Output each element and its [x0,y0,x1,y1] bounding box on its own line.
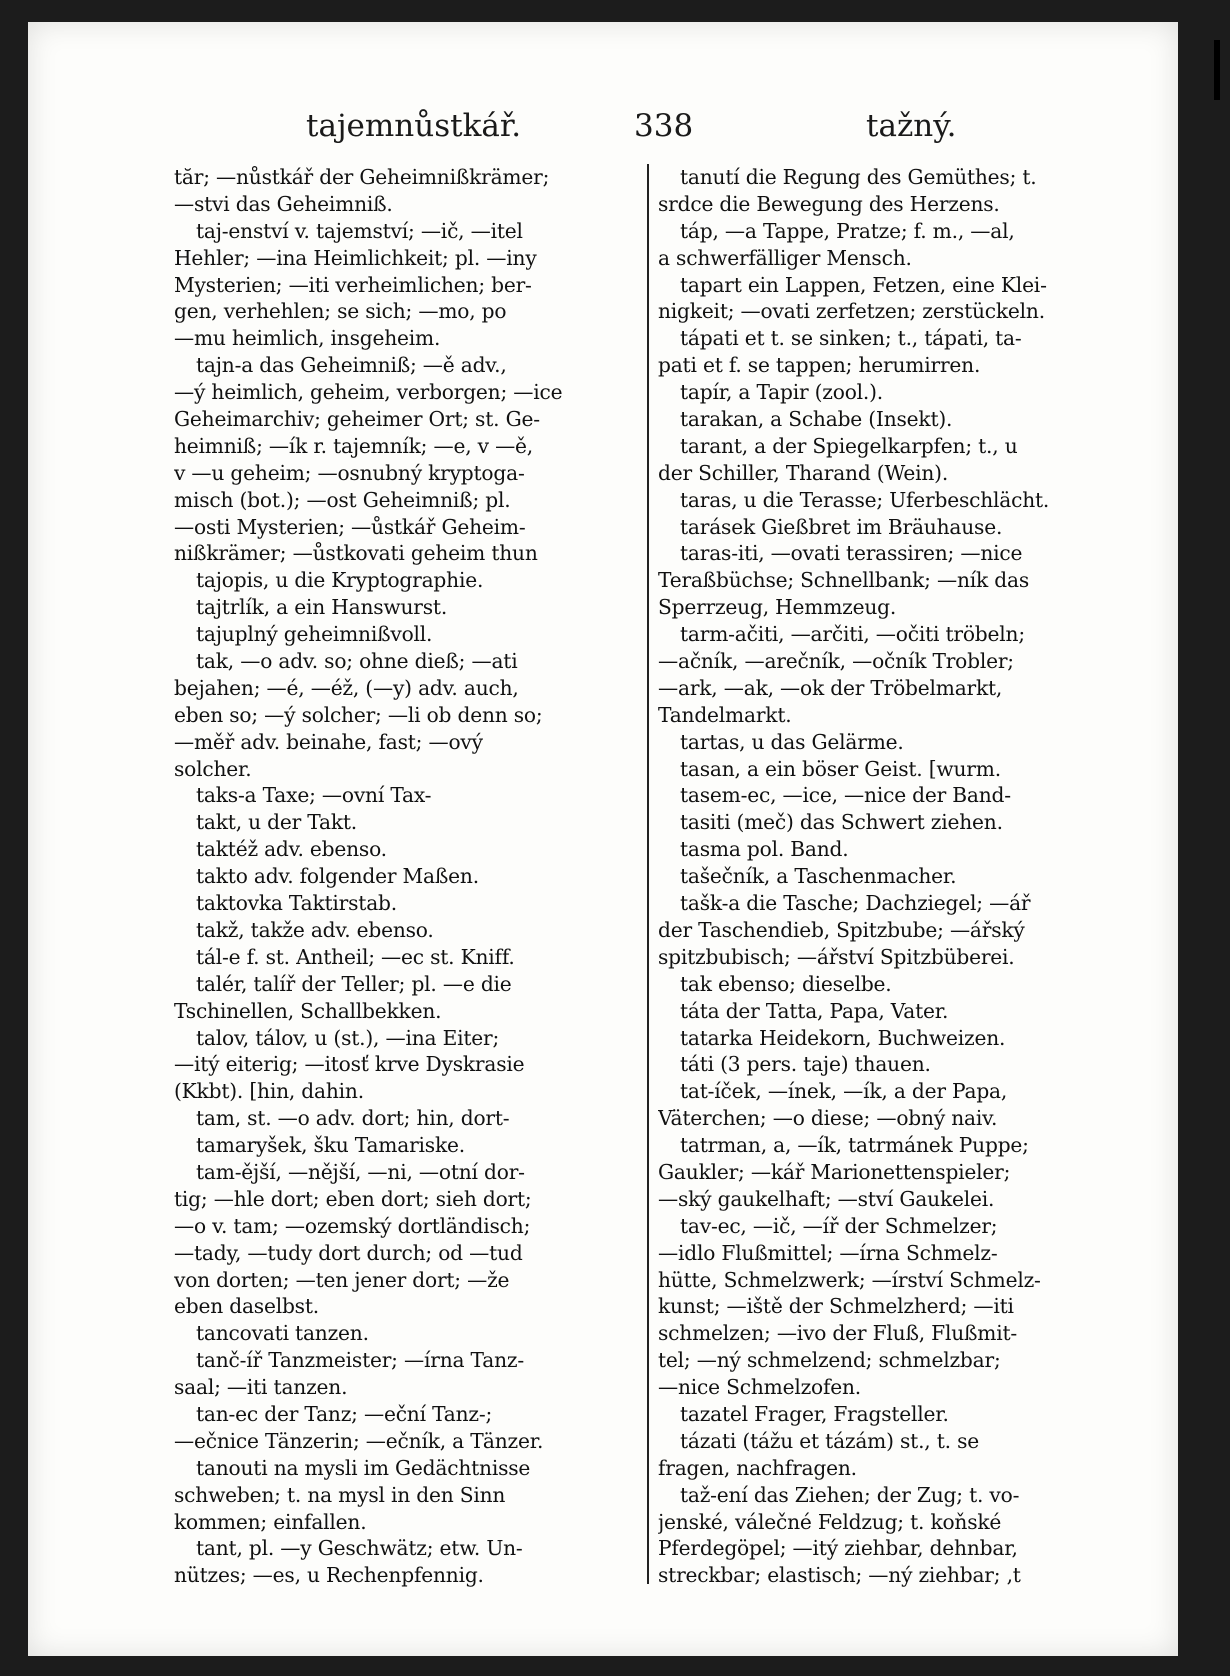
entry-line: Sperrzeug, Hemmzeug. [658,595,897,620]
entry-line: kunst; —iště der Schmelzherd; —iti [658,1294,1014,1319]
entry-line: tasem-ec, —ice, —nice der Band- [680,783,1011,808]
entry-line: (Kkbt). [hin, dahin. [174,1079,364,1104]
entry-line: tazatel Frager, Fragsteller. [680,1401,949,1426]
entry-line: solcher. [174,756,252,781]
entry-line: Pferdegöpel; —itý ziehbar, dehnbar, [658,1536,1018,1561]
entry-line: tanutí die Regung des Gemüthes; t. [680,165,1037,189]
entry-line: tak ebenso; dieselbe. [680,971,892,996]
entry-line: von dorten; —ten jener dort; —že [174,1267,510,1292]
entry-line: Mysterien; —iti verheimlichen; ber- [174,272,532,297]
entry-line: tasan, a ein böser Geist. [wurm. [680,756,1001,781]
entry-line: tarakan, a Schabe (Insekt). [680,407,953,432]
entry-line: —itý eiterig; —itosť krve Dyskrasie [174,1052,525,1077]
entry-line: tasiti (meč) das Schwert ziehen. [680,810,1003,835]
entry-line: takto adv. folgender Maßen. [196,864,479,889]
entry-line: tam, st. —o adv. dort; hin, dort- [196,1106,510,1131]
entry-line: taks-a Taxe; —ovní Tax- [196,783,432,808]
entry-line: talov, tálov, u (st.), —ina Eiter; [196,1025,500,1050]
entry-line: tanouti na mysli im Gedächtnisse [196,1455,531,1480]
entry-line: tajopis, u die Kryptographie. [196,568,484,593]
entry-line: taž-ení das Ziehen; der Zug; t. vo- [680,1482,1020,1507]
entry-line: tanč-íř Tanzmeister; —írna Tanz- [196,1348,524,1373]
entry-line: hütte, Schmelzwerk; —írství Schmelz- [658,1267,1041,1292]
entry-line: takž, takže adv. ebenso. [196,917,434,942]
page-header [28,108,1178,158]
entry-line: talér, talíř der Teller; pl. —e die [196,971,512,996]
entry-line: nißkrämer; —ůstkovati geheim thun [174,541,538,566]
entry-line: pati et f. se tappen; herumirren. [658,353,981,378]
entry-line: táta der Tatta, Papa, Vater. [680,998,949,1023]
entry-line: saal; —iti tanzen. [174,1375,348,1400]
entry-line: taj-enství v. tajemství; —ič, —itel [196,218,523,243]
entry-line: nützes; —es, u Rechenpfennig. [174,1563,484,1588]
entry-line: —idlo Flußmittel; —írna Schmelz- [658,1240,998,1265]
entry-line: —ý heimlich, geheim, verborgen; —ice [174,380,563,405]
entry-line: —ečnice Tänzerin; —ečník, a Tänzer. [174,1428,544,1453]
entry-line: —ark, —ak, —ok der Tröbelmarkt, [658,675,1003,700]
header-right-word: tažný. [866,108,957,144]
entry-line: tancovati tanzen. [196,1321,369,1346]
entry-line: Geheimarchiv; geheimer Ort; st. Ge- [174,407,540,432]
entry-line: streckbar; elastisch; —ný ziehbar; ,t [658,1563,1021,1588]
entry-line: tan-ec der Tanz; —eční Tanz-; [196,1401,493,1426]
entry-line: tázati (tážu et tázám) st., t. se [680,1428,979,1453]
entry-line: tatarka Heidekorn, Buchweizen. [680,1025,1006,1050]
entry-line: tajtrlík, a ein Hanswurst. [196,595,448,620]
page-number: 338 [634,108,694,144]
entry-line: tatrman, a, —ík, tatrmánek Puppe; [680,1133,1029,1158]
entry-line: —mu heimlich, insgeheim. [174,326,441,351]
entry-line: schmelzen; —ivo der Fluß, Flußmit- [658,1321,1018,1346]
entry-line: takt, u der Takt. [196,810,357,835]
entry-line: Teraßbüchse; Schnellbank; —ník das [658,568,1029,593]
entry-line: spitzbubisch; —ářství Spitzbüberei. [658,944,1015,969]
entry-line: tapír, a Tapir (zool.). [680,380,884,405]
entry-line: jenské, válečné Feldzug; t. koňské [658,1509,1002,1534]
dictionary-page [28,22,1178,1656]
entry-line: tašečník, a Taschenmacher. [680,864,957,889]
entry-line: —stvi das Geheimniß. [174,191,393,216]
entry-line: Hehler; —ina Heimlichkeit; pl. —iny [174,245,537,270]
entry-line: taktovka Taktirstab. [196,891,397,916]
entry-line: tapart ein Lappen, Fetzen, eine Klei- [680,272,1047,297]
column-divider [647,164,649,1584]
entry-line: —tady, —tudy dort durch; od —tud [174,1240,523,1265]
entry-line: tat-íček, —ínek, —ík, a der Papa, [680,1079,1008,1104]
entry-line: tasma pol. Band. [680,837,849,862]
entry-line: tam-ější, —nější, —ni, —otní dor- [196,1159,525,1184]
entry-line: fragen, nachfragen. [658,1455,857,1480]
entry-line: —osti Mysterien; —ůstkář Geheim- [174,514,526,539]
entry-line: eben daselbst. [174,1294,319,1319]
entry-line: tel; —ný schmelzend; schmelzbar; [658,1348,1001,1373]
entry-line: kommen; einfallen. [174,1509,367,1534]
entry-line: a schwerfälliger Mensch. [658,245,912,270]
entry-line: tajn-a das Geheimniß; —ě adv., [196,353,507,378]
entry-line: tig; —hle dort; eben dort; sieh dort; [174,1186,532,1211]
entry-line: schweben; t. na mysl in den Sinn [174,1482,506,1507]
entry-line: tašk-a die Tasche; Dachziegel; —ář [680,891,1031,916]
entry-line: taktéž adv. ebenso. [196,837,387,862]
entry-line: —měř adv. beinahe, fast; —ový [174,729,483,754]
entry-line: tamaryšek, šku Tamariske. [196,1133,465,1158]
entry-line: tarm-ačiti, —arčiti, —očiti tröbeln; [680,622,1025,647]
entry-line: nigkeit; —ovati zerfetzen; zerstückeln. [658,299,1045,324]
entry-line: tarásek Gießbret im Bräuhause. [680,514,1003,539]
entry-line: Tschinellen, Schallbekken. [174,998,442,1023]
entry-line: tak, —o adv. so; ohne dieß; —ati [196,649,518,674]
entry-line: táti (3 pers. taje) thauen. [680,1052,931,1077]
entry-line: v —u geheim; —osnubný kryptoga- [174,460,525,485]
entry-line: —nice Schmelzofen. [658,1375,862,1400]
entry-line: tant, pl. —y Geschwätz; etw. Un- [196,1536,523,1561]
entry-line: heimniß; —ík r. tajemník; —e, v —ě, [174,433,534,458]
header-left-word: tajemnůstkář. [306,108,522,144]
entry-line: eben so; —ý solcher; —li ob denn so; [174,702,543,727]
entry-line: taras, u die Terasse; Uferbeschlächt. [680,487,1050,512]
entry-line: tăr; —nůstkář der Geheimnißkrämer; [174,165,550,189]
entry-line: srdce die Bewegung des Herzens. [658,191,1000,216]
entry-line: Gaukler; —kář Marionettenspieler; [658,1159,1011,1184]
entry-line: —ský gaukelhaft; —ství Gaukelei. [658,1186,995,1211]
entry-line: táp, —a Tappe, Pratze; f. m., —al, [680,218,1015,243]
entry-line: Väterchen; —o diese; —obný naiv. [658,1106,998,1131]
entry-line: tál-e f. st. Antheil; —ec st. Kniff. [196,944,515,969]
left-column [174,164,642,1589]
entry-line: tajuplný geheimnißvoll. [196,622,433,647]
entry-line: tápati et t. se sinken; t., tápati, ta- [680,326,1022,351]
entry-line: —o v. tam; —ozemský dortländisch; [174,1213,531,1238]
entry-line: taras-iti, —ovati terassiren; —nice [680,541,1023,566]
entry-line: tartas, u das Gelärme. [680,729,904,754]
entry-line: bejahen; —é, —éž, (—y) adv. auch, [174,675,519,700]
entry-line: der Taschendieb, Spitzbube; —ářský [658,917,1025,942]
entry-line: der Schiller, Tharand (Wein). [658,460,949,485]
entry-line: tarant, a der Spiegelkarpfen; t., u [680,433,1018,458]
scan-edge-mark [1214,40,1220,100]
right-column [658,164,1123,1589]
entry-line: Tandelmarkt. [658,702,792,727]
entry-line: misch (bot.); —ost Geheimniß; pl. [174,487,511,512]
entry-line: —ačník, —arečník, —očník Trobler; [658,649,1014,674]
entry-line: tav-ec, —ič, —íř der Schmelzer; [680,1213,998,1238]
entry-line: gen, verhehlen; se sich; —mo, po [174,299,507,324]
